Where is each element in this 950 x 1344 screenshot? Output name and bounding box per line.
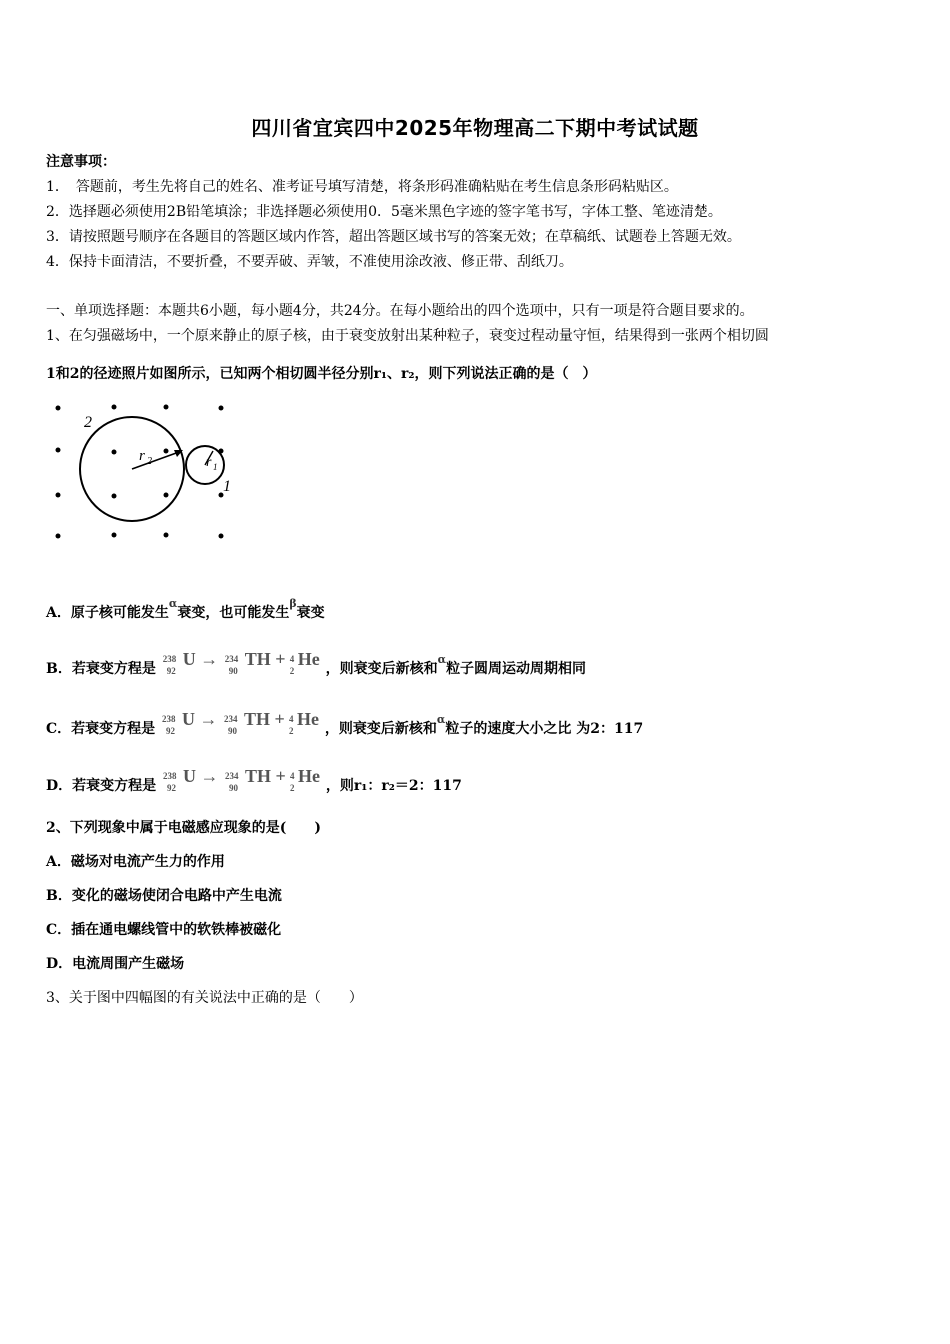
label-r1-sub: 1 bbox=[213, 462, 218, 472]
alpha-symbol: α bbox=[168, 597, 178, 610]
label-r2-sub: 2 bbox=[147, 456, 152, 467]
question-2-option-d: D．电流周围产生磁场 bbox=[46, 956, 185, 972]
question-2-option-a: A．磁场对电流产生力的作用 bbox=[46, 854, 225, 870]
label-2: 2 bbox=[84, 414, 92, 431]
question-1-option-c: C．若衰变方程是 238 92 U → 234 90 TH + 4 2 He ，则衰变后新核和$^\alpha$粒子的速度大小之比 为2：117 bbox=[46, 709, 644, 737]
question-2-option-b: B．变化的磁场使闭合电路中产生电流 bbox=[46, 888, 282, 904]
decay-equation: 238 92 U → 234 90 TH + 4 2 He bbox=[163, 766, 321, 793]
question-1-option-d: D．若衰变方程是 238 92 U → 234 90 TH + 4 2 He ，则r₁：r₂＝2：117 bbox=[46, 766, 462, 794]
alpha-symbol: α bbox=[437, 653, 447, 666]
decay-equation: 238 92 U → 234 90 TH + 4 2 He bbox=[162, 649, 320, 676]
label-r1: r bbox=[206, 455, 212, 470]
question-1-option-a: A．原子核可能发生$^\alpha$衰变，也可能发生$^\beta$衰变 bbox=[46, 597, 325, 621]
question-2-option-c: C．插在通电螺线管中的软铁棒被磁化 bbox=[46, 922, 282, 938]
notice-item: 2．选择题必须使用2B铅笔填涂；非选择题必须使用0．5毫米黑色字迹的签字笔书写，字体工整、笔迹清楚。 bbox=[46, 204, 722, 220]
page-title: 四川省宜宾四中2025年物理高二下期中考试试题 bbox=[251, 116, 699, 140]
notice-heading: 注意事项： bbox=[46, 154, 116, 170]
notice-item: 3．请按照题号顺序在各题目的答题区域内作答，超出答题区域书写的答案无效；在草稿纸、试题卷上答题无效。 bbox=[46, 229, 741, 245]
decay-equation: 238 92 U → 234 90 TH + 4 2 He bbox=[162, 709, 320, 736]
label-r2: r bbox=[139, 448, 145, 464]
section-heading: 一、单项选择题：本题共6小题，每小题4分，共24分。在每小题给出的四个选项中，只有一项是符合题目要求的。 bbox=[46, 303, 754, 319]
question-1-stem-cont: 1和2的径迹照片如图所示，已知两个相切圆半径分别r₁、r₂，则下列说法正确的是（ ） bbox=[46, 366, 597, 382]
question-3-stem: 3、关于图中四幅图的有关说法中正确的是（ ） bbox=[46, 990, 363, 1006]
question-1-option-b: B．若衰变方程是 238 92 U → 234 90 TH + 4 2 He ，则衰变后新核和$^\alpha$粒子圆周运动周期相同 bbox=[46, 649, 587, 677]
notice-item: 4．保持卡面清洁，不要折叠，不要弄破、弄皱，不准使用涂改液、修正带、刮纸刀。 bbox=[46, 254, 573, 270]
alpha-symbol: α bbox=[436, 713, 446, 726]
beta-symbol: β bbox=[289, 597, 297, 610]
notice-item: 1． 答题前，考生先将自己的姓名、准考证号填写清楚，将条形码准确粘贴在考生信息条形码粘贴区。 bbox=[46, 179, 678, 195]
label-1: 1 bbox=[223, 478, 231, 495]
question-1-stem: 1、在匀强磁场中，一个原来静止的原子核，由于衰变放射出某种粒子，衰变过程动量守恒，结果得到一张两个相切圆 bbox=[46, 328, 769, 344]
track-figure bbox=[46, 394, 246, 549]
question-2-stem: 2、下列现象中属于电磁感应现象的是( ) bbox=[46, 820, 321, 836]
